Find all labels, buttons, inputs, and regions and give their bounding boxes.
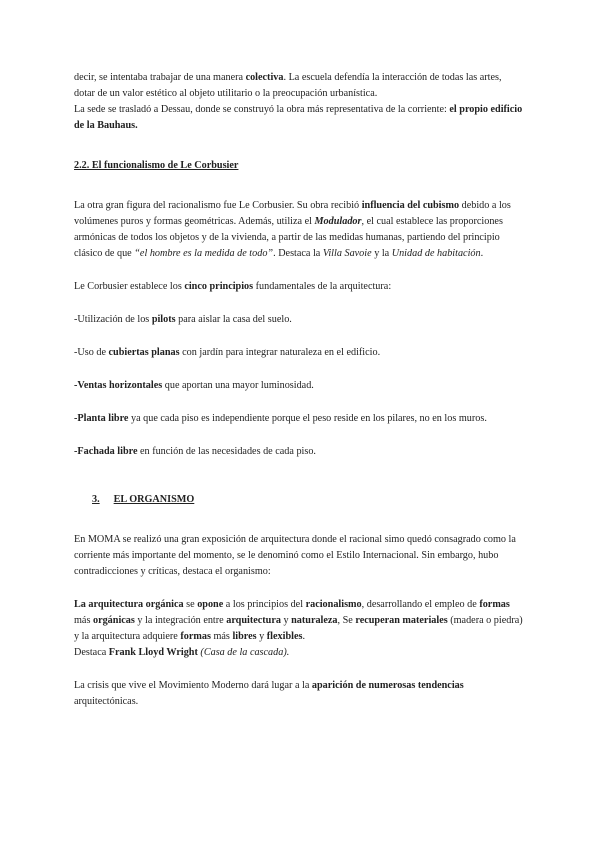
section-title: EL ORGANISMO [113, 494, 195, 505]
moma-paragraph: En MOMA se realizó una gran exposición de arquitectura donde el racional simo quedó consagrado como la corriente más importante del momento, se le denominó como el Estilo Internacional. Sin embargo, hubo contradicciones y críticas, destaca el organismo: [74, 534, 516, 577]
organic-architecture-paragraph: La arquitectura orgánica se opone a los principios del racionalismo, desarrollando el empleo de formas más orgánicas y la integración entre arquitectura y naturaleza, Se recuperan materiales (madera o piedra) y la arquitectura adquiere formas más libres y flexibles. Destaca Frank Lloyd Wright (Casa de la cascada). [74, 599, 523, 658]
principle-item: -Fachada libre en función de las necesidades de cada piso. [74, 446, 316, 457]
section-heading-3 [74, 492, 526, 508]
section-number: 3. [92, 494, 100, 505]
principle-item: -Planta libre ya que cada piso es independiente porque el peso reside en los pilares, no en los muros. [74, 413, 487, 424]
principle-item: -Utilización de los pilots para aislar la casa del suelo. [74, 314, 292, 325]
principle-item: -Uso de cubiertas planas con jardín para integrar naturaleza en el edificio. [74, 347, 381, 358]
le-corbusier-paragraph: La otra gran figura del racionalismo fue Le Corbusier. Su obra recibió influencia del cubismo debido a los volúmenes puros y formas geométricas. Además, utiliza el Modulador, el cual establece las proporciones armónicas de todos los objetos y de la vivienda, a partir de las medidas humanas, partiendo del principio clásico de que “el hombre es la medida de todo”. Destaca la Villa Savoie y la Unidad de habitación. [74, 200, 511, 259]
crisis-paragraph: La crisis que vive el Movimiento Moderno dará lugar a la aparición de numerosas tendencias arquitectónicas. [74, 680, 464, 707]
principles-intro: Le Corbusier establece los cinco principios fundamentales de la arquitectura: [74, 281, 392, 292]
principle-item: -Ventas horizontales que aportan una mayor luminosidad. [74, 380, 314, 391]
section-heading-2-2: 2.2. El funcionalismo de Le Corbusier [74, 160, 239, 171]
intro-paragraph: decir, se intentaba trabajar de una manera colectiva. La escuela defendía la interacción de todas las artes, dotar de un valor estético al objeto utilitario o la preocupación urbanística. La sede se trasladó a Dessau, donde se construyó la obra más representativa de la corriente: el propio edificio de la Bauhaus. [74, 72, 523, 131]
